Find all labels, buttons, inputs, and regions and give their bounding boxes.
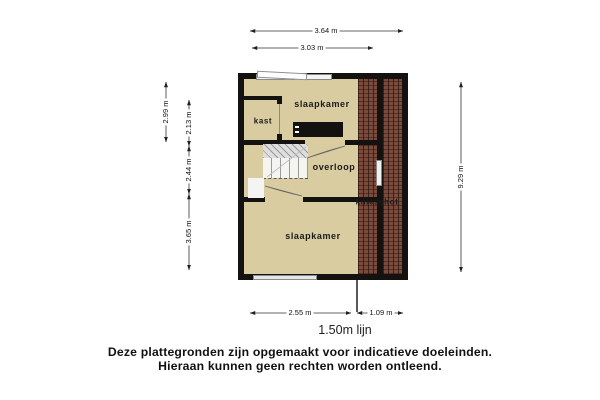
dim-label-left-bottom: 3.65 m	[184, 220, 193, 244]
dim-label-bottom-left: 2.55 m	[288, 308, 312, 317]
footer-disclaimer	[0, 345, 600, 374]
dim-label-top-outer: 3.64 m	[314, 26, 338, 35]
door-swing-top-bedroom	[307, 146, 345, 158]
stair-direction-line	[267, 147, 306, 177]
line-150cm-label: 1.50m lijn	[318, 323, 372, 337]
room-label-bedroom-bottom: slaapkamer	[285, 231, 341, 241]
room-label-bedroom-top: slaapkamer	[294, 99, 350, 109]
dim-label-left-mid: 2.44 m	[184, 158, 193, 182]
dim-label-left-top: 2.13 m	[184, 111, 193, 135]
door-swing-bottom-bedroom	[265, 186, 302, 196]
dim-label-left-outer: 2.99 m	[161, 100, 170, 124]
room-label-closet: kast	[253, 116, 273, 126]
dim-label-right-total: 9.29 m	[456, 165, 465, 189]
footer-disclaimer-line1: Deze plattegronden zijn opgemaakt voor indicatieve doeleinden.	[107, 345, 493, 359]
room-label-knee-wall: knieschot	[355, 197, 399, 207]
footer-disclaimer-line2: Hieraan kunnen geen rechten worden ontleend.	[158, 359, 442, 374]
room-label-landing: overloop	[312, 162, 356, 172]
dim-label-top-inner: 3.03 m	[300, 43, 324, 52]
dim-label-bottom-right: 1.09 m	[369, 308, 393, 317]
